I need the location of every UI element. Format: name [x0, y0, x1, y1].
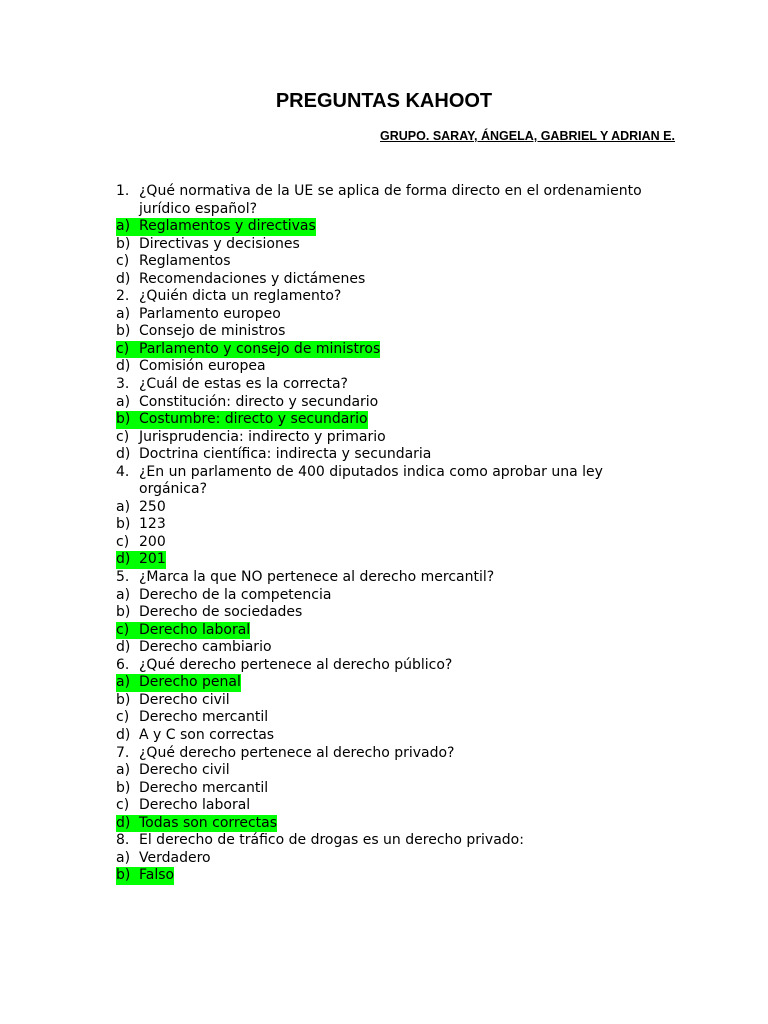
answer-option [116, 551, 676, 569]
option-text: Derecho de la competencia [139, 586, 332, 603]
answer-option-body [116, 604, 302, 622]
answer-option [116, 587, 676, 605]
option-letter: b) [116, 411, 131, 428]
option-text: 201 [139, 551, 166, 568]
answer-option [116, 780, 676, 798]
correct-answer-highlight [116, 674, 241, 692]
answer-option [116, 797, 676, 815]
option-letter: c) [116, 533, 130, 550]
option-text: Recomendaciones y dictámenes [139, 270, 366, 287]
answer-option-body [116, 499, 166, 517]
option-text: Derecho mercantil [139, 779, 269, 796]
option-text: Falso [139, 867, 175, 884]
option-text: Directivas y decisiones [139, 235, 300, 252]
question-text: ¿Cuál de estas es la correcta? [139, 376, 348, 393]
answer-option-body [116, 780, 268, 798]
option-text: Todas son correctas [139, 814, 278, 831]
answer-option [116, 253, 676, 271]
option-letter: c) [116, 340, 130, 357]
option-text: Derecho civil [139, 691, 230, 708]
question-number: 1. [116, 183, 130, 199]
option-letter: d) [116, 270, 131, 287]
group-members: GRUPO. SARAY, ÁNGELA, GABRIEL Y ADRIAN E. [380, 129, 675, 143]
question-number: 5. [116, 569, 130, 586]
question-2 [116, 288, 676, 306]
answer-option [116, 341, 676, 359]
answer-option-body [116, 253, 231, 271]
option-text: Reglamentos [139, 253, 231, 270]
answer-option [116, 516, 676, 534]
answer-option-body [116, 762, 230, 780]
answer-option [116, 815, 676, 833]
correct-answer-highlight [116, 341, 380, 359]
correct-answer-highlight [116, 867, 174, 885]
question-text: El derecho de tráfico de drogas es un derecho privado: [139, 832, 524, 849]
answer-option [116, 218, 676, 236]
option-letter: b) [116, 779, 131, 796]
answer-option-body [116, 394, 378, 412]
page-title: PREGUNTAS KAHOOT [275, 90, 493, 112]
correct-answer-highlight [116, 411, 368, 429]
question-number: 3. [116, 376, 130, 393]
question-text: ¿Marca la que NO pertenece al derecho mercantil? [139, 569, 495, 586]
option-text: 200 [139, 533, 166, 550]
option-text: 250 [139, 498, 166, 515]
option-letter: d) [116, 639, 131, 656]
answer-option [116, 850, 676, 868]
option-text: Derecho penal [139, 674, 241, 691]
question-3 [116, 376, 676, 394]
option-text: Parlamento europeo [139, 305, 281, 322]
question-text-line2: orgánica? [139, 481, 208, 498]
answer-option [116, 236, 676, 254]
option-letter: a) [116, 498, 131, 515]
question-text-continuation [116, 201, 676, 219]
option-text: Derecho de sociedades [139, 604, 303, 621]
option-letter: d) [116, 726, 131, 743]
question-7 [116, 745, 676, 763]
answer-option [116, 762, 676, 780]
answer-option [116, 446, 676, 464]
option-text: Parlamento y consejo de ministros [139, 340, 381, 357]
answer-option [116, 358, 676, 376]
question-5 [116, 569, 676, 587]
option-letter: a) [116, 218, 131, 235]
answer-option [116, 271, 676, 289]
option-letter: a) [116, 586, 131, 603]
answer-option-body [116, 306, 281, 324]
option-letter: d) [116, 814, 131, 831]
answer-option [116, 867, 676, 885]
option-letter: c) [116, 797, 130, 814]
question-1 [116, 183, 676, 201]
option-letter: a) [116, 393, 131, 410]
question-text: ¿Qué normativa de la UE se aplica de forma directo en el ordenamiento [139, 183, 642, 199]
answer-option [116, 429, 676, 447]
correct-answer-highlight [116, 815, 277, 833]
option-letter: a) [116, 674, 131, 691]
answer-option-body [116, 639, 272, 657]
answer-option-body [116, 850, 211, 868]
answer-option [116, 394, 676, 412]
option-letter: c) [116, 253, 130, 270]
option-letter: c) [116, 428, 130, 445]
option-text: Consejo de ministros [139, 323, 286, 340]
answer-option-body [116, 727, 274, 745]
answer-option-body [116, 587, 331, 605]
answer-option-body [116, 516, 166, 534]
question-text: ¿Qué derecho pertenece al derecho privado? [139, 744, 455, 761]
option-text: Reglamentos y directivas [139, 218, 316, 235]
answer-option-body [116, 797, 250, 815]
correct-answer-highlight [116, 622, 250, 640]
option-letter: b) [116, 867, 131, 884]
question-text: ¿Quién dicta un reglamento? [139, 288, 342, 305]
question-list [116, 183, 676, 885]
answer-option-body [116, 323, 285, 341]
option-letter: d) [116, 446, 131, 463]
answer-option-body [116, 358, 266, 376]
question-text-continuation [116, 481, 676, 499]
option-letter: b) [116, 691, 131, 708]
question-4 [116, 464, 676, 482]
answer-option-body [116, 534, 166, 552]
question-number: 7. [116, 744, 130, 761]
option-letter: a) [116, 762, 131, 779]
option-text: Derecho cambiario [139, 639, 272, 656]
option-text: Derecho laboral [139, 797, 251, 814]
answer-option [116, 622, 676, 640]
option-letter: b) [116, 235, 131, 252]
answer-option [116, 323, 676, 341]
option-letter: b) [116, 604, 131, 621]
question-number: 8. [116, 832, 130, 849]
option-text: Costumbre: directo y secundario [139, 411, 368, 428]
question-text: ¿Qué derecho pertenece al derecho público? [139, 656, 453, 673]
option-text: Derecho mercantil [139, 709, 269, 726]
option-letter: c) [116, 621, 130, 638]
option-letter: a) [116, 305, 131, 322]
option-text: Derecho laboral [139, 621, 251, 638]
answer-option [116, 411, 676, 429]
answer-option [116, 604, 676, 622]
answer-option-body [116, 429, 386, 447]
answer-option [116, 692, 676, 710]
answer-option [116, 499, 676, 517]
option-letter: d) [116, 358, 131, 375]
answer-option [116, 306, 676, 324]
question-number: 6. [116, 656, 130, 673]
question-number: 2. [116, 288, 130, 305]
answer-option-body [116, 709, 268, 727]
answer-option [116, 674, 676, 692]
correct-answer-highlight [116, 218, 316, 236]
option-text: Derecho civil [139, 762, 230, 779]
option-letter: d) [116, 551, 131, 568]
answer-option [116, 727, 676, 745]
question-6 [116, 657, 676, 675]
answer-option-body [116, 692, 230, 710]
option-letter: b) [116, 516, 131, 533]
option-text: Constitución: directo y secundario [139, 393, 379, 410]
option-text: Doctrina científica: indirecta y secundaria [139, 446, 432, 463]
answer-option [116, 534, 676, 552]
question-8 [116, 832, 676, 850]
option-text: A y C son correctas [139, 726, 275, 743]
answer-option-body [116, 271, 365, 289]
answer-option-body [116, 236, 300, 254]
question-number: 4. [116, 463, 130, 480]
question-text: ¿En un parlamento de 400 diputados indica como aprobar una ley [139, 463, 603, 480]
option-letter: b) [116, 323, 131, 340]
option-text: Comisión europea [139, 358, 266, 375]
answer-option-body [116, 446, 431, 464]
question-text-line2: jurídico español? [139, 200, 258, 217]
option-text: 123 [139, 516, 166, 533]
correct-answer-highlight [116, 551, 166, 569]
option-letter: c) [116, 709, 130, 726]
answer-option [116, 639, 676, 657]
option-letter: a) [116, 849, 131, 866]
option-text: Jurisprudencia: indirecto y primario [139, 428, 386, 445]
answer-option [116, 709, 676, 727]
option-text: Verdadero [139, 849, 211, 866]
